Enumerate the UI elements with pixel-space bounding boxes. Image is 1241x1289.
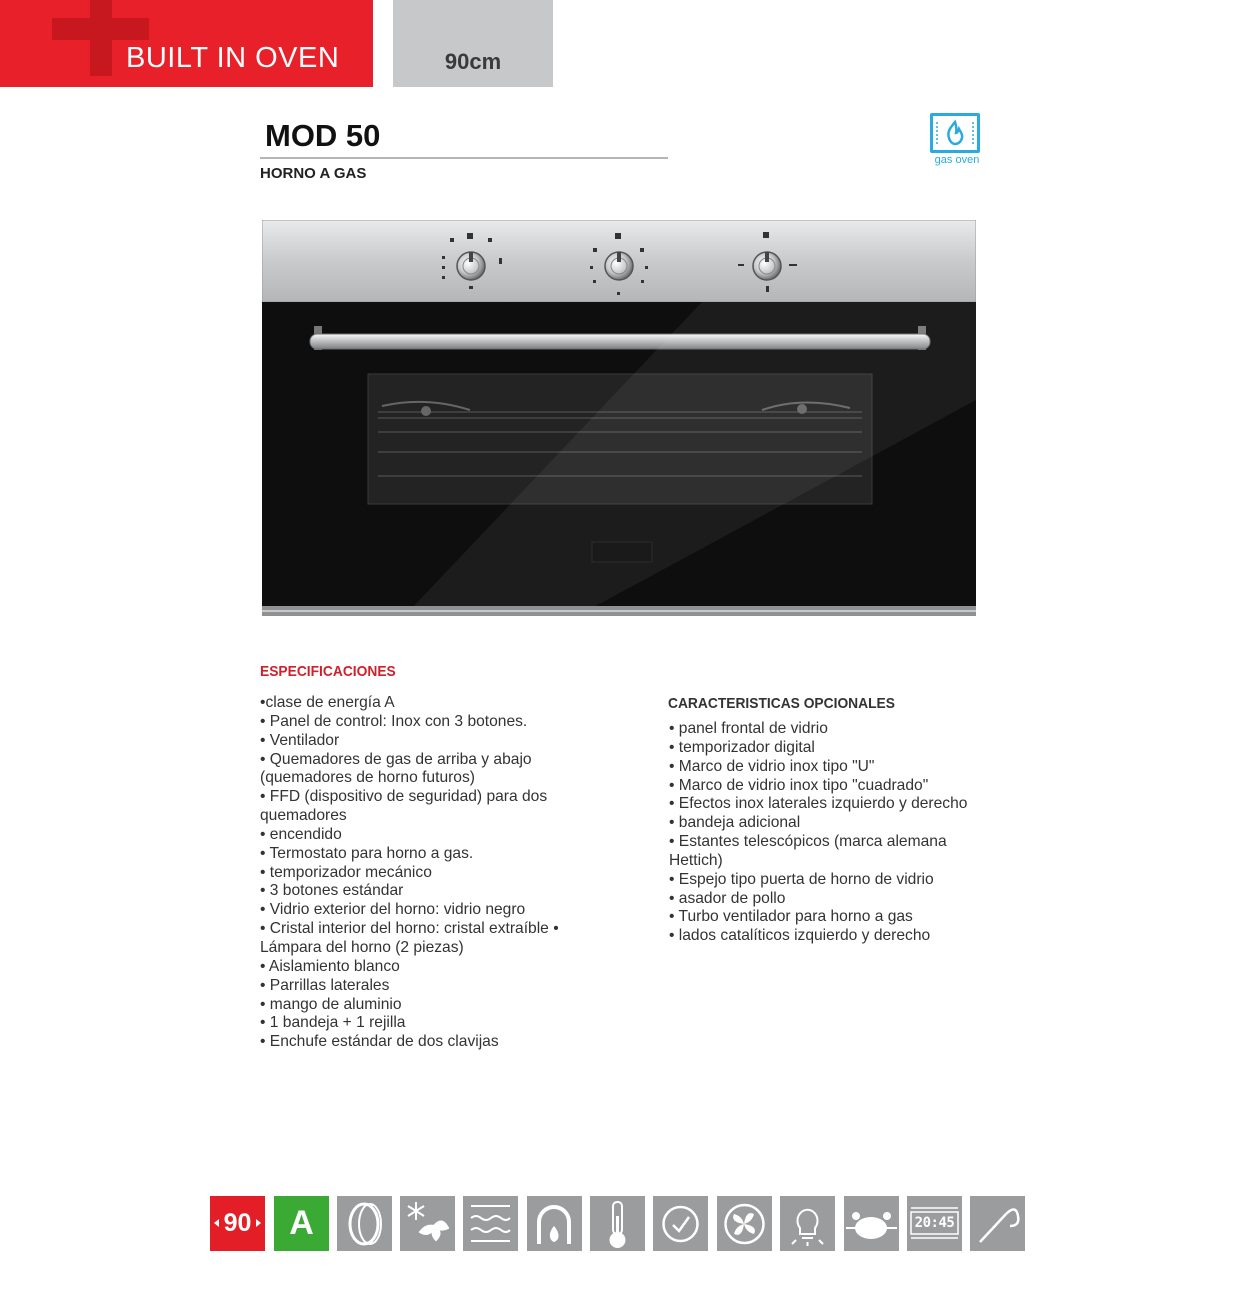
- model-title: MOD 50: [265, 118, 381, 153]
- optional-item: • asador de pollo: [669, 889, 786, 907]
- spec-item: • Ventilador: [260, 731, 340, 749]
- optional-features-heading: CARACTERISTICAS OPCIONALES: [668, 695, 895, 712]
- thermometer-icon: [590, 1196, 645, 1251]
- header-size-tab: [393, 0, 553, 87]
- spec-item: • Parrillas laterales: [260, 976, 390, 994]
- spec-item: • 1 bandeja + 1 rejilla: [260, 1014, 406, 1032]
- optional-item: • Espejo tipo puerta de horno de vidrio: [669, 870, 934, 888]
- spec-item: • Enchufe estándar de dos clavijas: [260, 1033, 499, 1051]
- timer-icon: [653, 1196, 708, 1251]
- width-90-icon: [210, 1196, 265, 1251]
- optional-item: • temporizador digital: [669, 738, 815, 756]
- door-icon: [337, 1196, 392, 1251]
- product-subtitle: HORNO A GAS: [260, 165, 367, 182]
- spec-item: • Cristal interior del horno: cristal extraíble • Lámpara del horno (2 piezas): [260, 920, 559, 956]
- gas-flame-icon: [930, 113, 980, 153]
- meat-probe-icon: [970, 1196, 1025, 1251]
- optional-item: • panel frontal de vidrio: [669, 720, 828, 737]
- spec-item: • Aislamiento blanco: [260, 957, 400, 975]
- spec-item: • Vidrio exterior del horno: vidrio negro: [260, 901, 526, 919]
- spec-item: • FFD (dispositivo de seguridad) para dos quemadores: [260, 788, 548, 825]
- spec-item: • encendido: [260, 825, 342, 843]
- category-title: BUILT IN OVEN: [126, 42, 340, 74]
- optional-item: • Efectos inox laterales izquierdo y derecho: [669, 795, 968, 813]
- lamp-icon: [780, 1196, 835, 1251]
- specifications-list: [260, 694, 590, 1052]
- spec-item: • Panel de control: Inox con 3 botones.: [260, 712, 528, 730]
- optional-item: • bandeja adicional: [669, 814, 801, 832]
- title-divider: [260, 157, 668, 159]
- rotisserie-icon: [844, 1196, 899, 1251]
- energy-class-label: A: [289, 1204, 314, 1242]
- spec-item: •clase de energía A: [260, 694, 395, 711]
- optional-features-list: [669, 720, 979, 946]
- grill-icon: [463, 1196, 518, 1251]
- safety-flame-icon: [527, 1196, 582, 1251]
- spec-item: • Termostato para horno a gas.: [260, 844, 474, 862]
- spec-item: • Quemadores de gas de arriba y abajo (quemadores de horno futuros): [260, 750, 532, 787]
- defrost-fan-icon: [400, 1196, 455, 1251]
- optional-item: • Estantes telescópicos (marca alemana Hettich): [669, 833, 947, 869]
- cross-emblem-horizontal: [52, 18, 149, 40]
- size-label: 90cm: [444, 49, 502, 74]
- feature-icons-row: [210, 1196, 1030, 1252]
- spec-item: • mango de aluminio: [260, 995, 402, 1013]
- fan-icon: [717, 1196, 772, 1251]
- specifications-heading: ESPECIFICACIONES: [260, 663, 396, 680]
- digital-timer-readout: 20:45: [914, 1215, 955, 1231]
- gas-oven-label: gas oven: [934, 154, 980, 166]
- optional-item: • lados catalíticos izquierdo y derecho: [669, 927, 931, 945]
- energy-class-a-icon: [274, 1196, 329, 1251]
- oven-image: [262, 220, 976, 616]
- optional-item: • Marco de vidrio inox tipo "U": [669, 757, 875, 775]
- digital-timer-icon: [907, 1196, 962, 1251]
- gas-oven-badge: [928, 111, 986, 171]
- optional-item: • Turbo ventilador para horno a gas: [669, 908, 913, 926]
- width-badge-label: 90: [223, 1209, 252, 1237]
- optional-item: • Marco de vidrio inox tipo "cuadrado": [669, 776, 929, 794]
- spec-item: • temporizador mecánico: [260, 863, 432, 881]
- spec-item: • 3 botones estándar: [260, 882, 404, 900]
- header-category-banner: [0, 0, 373, 87]
